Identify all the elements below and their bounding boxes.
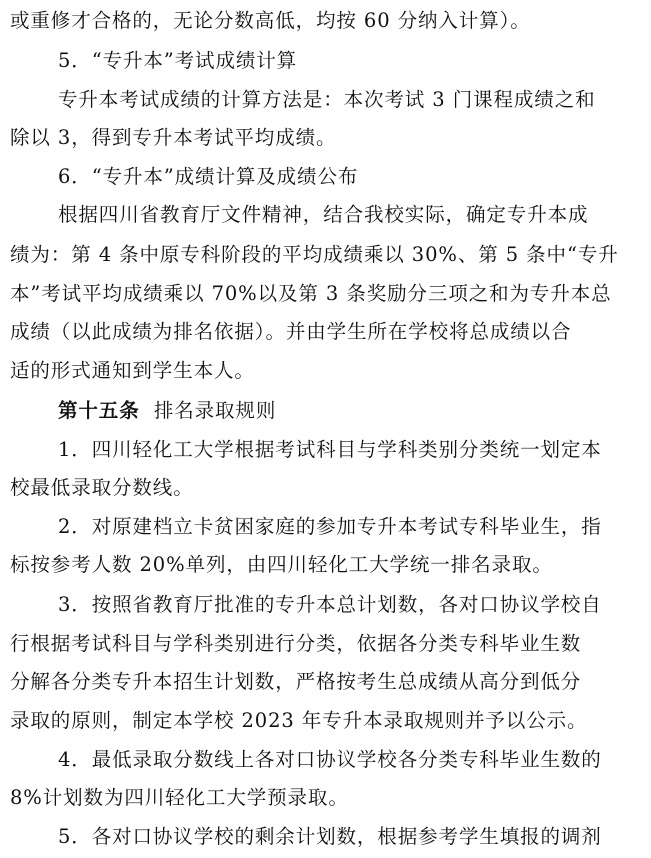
text-line: 2．对原建档立卡贫困家庭的参加专升本考试专科毕业生，指 [58, 515, 602, 538]
text-line: 本”考试平均成绩乘以 70%以及第 3 条奖励分三项之和为专升本总 [10, 282, 612, 305]
text-line: 除以 3，得到专升本考试平均成绩。 [10, 126, 337, 149]
text-line: 适的形式通知到学生本人。 [10, 359, 255, 382]
text-line: 专升本考试成绩的计算方法是：本次考试 3 门课程成绩之和 [58, 88, 596, 111]
article-number: 第十五条 [58, 399, 140, 422]
text-line: 根据四川省教育厅文件精神，结合我校实际，确定专升本成 [58, 203, 589, 226]
text-line: 3．按照省教育厅批准的专升本总计划数，各对口协议学校自 [58, 593, 602, 616]
text-line: 5．各对口协议学校的剩余计划数，根据参考学生填报的调剂 [58, 825, 602, 848]
text-line: 录取的原则，制定本学校 2023 年专升本录取规则并予以公示。 [10, 709, 588, 732]
text-line: 绩为：第 4 条中原专科阶段的平均成绩乘以 30%、第 5 条中“专升 [10, 243, 619, 266]
section-heading: 5．“专升本”考试成绩计算 [58, 49, 298, 72]
text-line: 标按参考人数 20%单列，由四川轻化工大学统一排名录取。 [10, 553, 553, 576]
text-line: 4．最低录取分数线上各对口协议学校各分类专科毕业生数的 [58, 748, 602, 771]
article-heading-line [0, 392, 651, 430]
text-line: 或重修才合格的，无论分数高低，均按 60 分纳入计算）。 [10, 9, 531, 32]
text-line: 分解各分类专升本招生计划数，严格按考生总成绩从高分到低分 [10, 670, 582, 693]
text-line: 校最低录取分数线。 [10, 476, 194, 499]
text-line: 成绩（以此成绩为排名依据）。并由学生所在学校将总成绩以合 [10, 320, 572, 343]
text-line: 8%计划数为四川轻化工大学预录取。 [10, 786, 349, 809]
section-heading: 6．“专升本”成绩计算及成绩公布 [58, 165, 359, 188]
text-line: 行根据考试科目与学科类别进行分类，依据各分类专科毕业生数 [10, 632, 582, 655]
text-line: 1．四川轻化工大学根据考试科目与学科类别分类统一划定本 [58, 438, 602, 461]
article-title: 排名录取规则 [153, 399, 277, 422]
